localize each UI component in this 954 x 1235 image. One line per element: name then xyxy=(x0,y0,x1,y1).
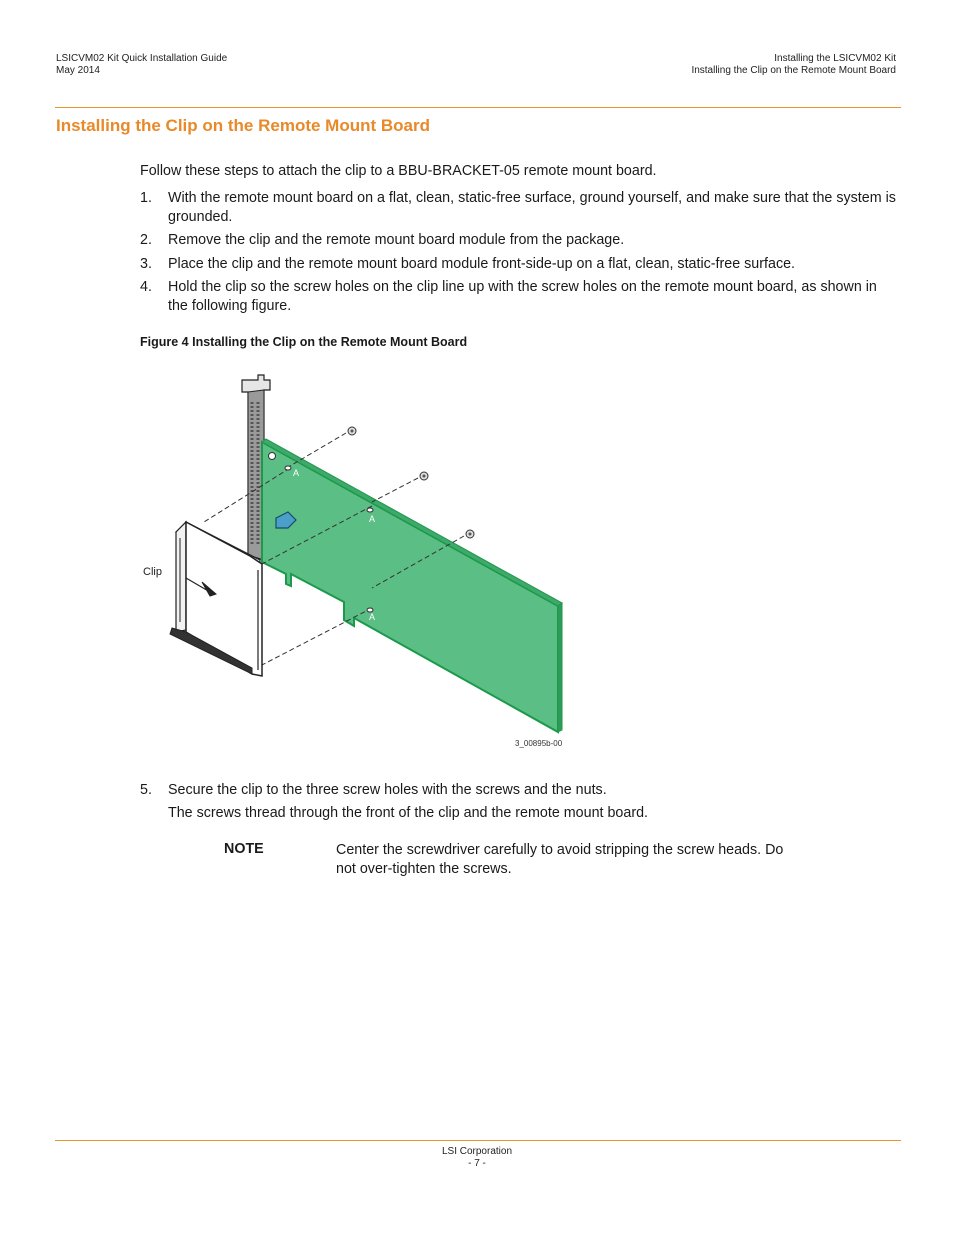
step-item xyxy=(140,781,900,800)
label-a: A xyxy=(293,468,300,478)
label-a: A xyxy=(369,612,376,622)
step-number: 3. xyxy=(140,255,152,272)
step-item xyxy=(140,189,900,226)
company-name: LSI Corporation xyxy=(441,1146,513,1157)
note-text: Center the screwdriver carefully to avoid stripping the screw heads. Do not over-tighten the screws. xyxy=(336,842,784,877)
step-text: Remove the clip and the remote mount board module from the package. xyxy=(168,232,625,248)
step-number: 2. xyxy=(140,232,152,248)
screw-icon xyxy=(348,427,356,435)
step-subtext: The screws thread through the front of the clip and the remote mount board. xyxy=(168,805,649,821)
step-text: Place the clip and the remote mount board module front-side-up on a flat, clean, static-free surface. xyxy=(168,255,796,272)
figure-clip-installation xyxy=(140,360,580,760)
label-a: A xyxy=(369,514,376,524)
step-item xyxy=(140,255,900,274)
step-item xyxy=(140,231,900,250)
doc-date: May 2014 xyxy=(56,65,100,76)
nut-icon xyxy=(285,466,291,470)
chapter-title: Installing the LSICVM02 Kit xyxy=(774,53,896,64)
clip-label: Clip xyxy=(143,566,162,578)
header-rule xyxy=(55,107,901,108)
step-text: Secure the clip to the three screw holes with the screws and the nuts. xyxy=(168,782,607,798)
figure-caption: Figure 4 Installing the Clip on the Remote Mount Board xyxy=(140,335,468,349)
remote-mount-board xyxy=(262,439,562,732)
step-text: With the remote mount board on a flat, clean, static-free surface, ground yourself, and make sure that the system is grounded. xyxy=(168,190,896,225)
page-footer xyxy=(0,1146,954,1170)
installation-illustration xyxy=(140,360,580,760)
section-title: Installing the Clip on the Remote Mount Board xyxy=(56,116,430,135)
intro-paragraph: Follow these steps to attach the clip to a BBU-BRACKET-05 remote mount board. xyxy=(140,163,657,179)
step-number: 5. xyxy=(140,782,152,798)
page-number: - 7 - xyxy=(468,1158,486,1169)
steps-list xyxy=(140,189,900,320)
doc-title: LSICVM02 Kit Quick Installation Guide xyxy=(56,53,228,64)
screw-icon xyxy=(466,530,474,538)
figure-id: 3_00895b-00 xyxy=(515,739,563,748)
page-header-right xyxy=(691,53,896,77)
page-header-left xyxy=(56,53,227,77)
section-ref: Installing the Clip on the Remote Mount Board xyxy=(691,65,896,76)
nut-icon xyxy=(367,508,373,512)
step-item xyxy=(140,278,900,315)
step-text: Hold the clip so the screw holes on the clip line up with the screw holes on the remote mount board, as shown in the following figure. xyxy=(168,279,877,314)
step-number: 1. xyxy=(140,190,152,206)
footer-rule xyxy=(55,1140,901,1141)
screw-icon xyxy=(420,472,428,480)
step-number: 4. xyxy=(140,279,152,295)
note-label: NOTE xyxy=(224,841,264,857)
